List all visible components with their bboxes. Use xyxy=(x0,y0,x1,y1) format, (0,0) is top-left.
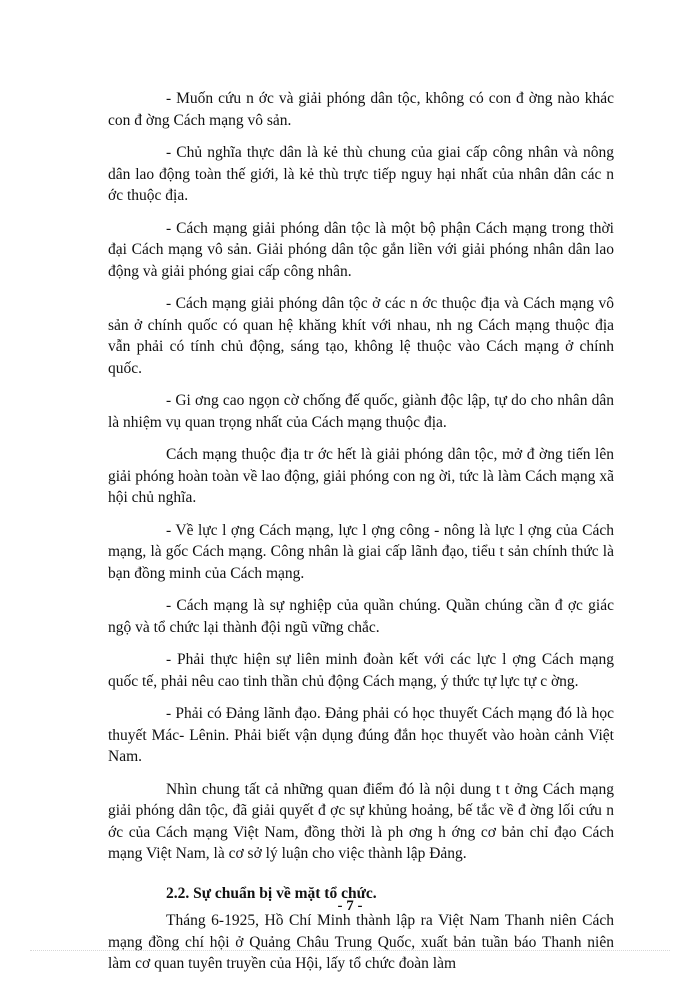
paragraph-11: Nhìn chung tất cả những quan điểm đó là nội dung t t ởng Cách mạng giải phóng dân tộc, đã giải quyết đ ợc sự khủng hoảng, bế tắc về đ ờng lối cứu n ớc của Cách mạng Việt Nam, đồng thời là ph ơng h ớng cơ bản chỉ đạo Cách mạng Việt Nam, là cơ sở lý luận cho việc thành lập Đảng. xyxy=(108,780,614,862)
closing-paragraph: Tháng 6-1925, Hồ Chí Minh thành lập ra Việt Nam Thanh niên Cách mạng đồng chí hội ở Quảng Châu Trung Quốc, xuất bản tuần báo Thanh niên làm cơ quan tuyên truyền của Hội, lấy tổ chức đoàn làm xyxy=(108,912,614,972)
page-body xyxy=(108,88,614,986)
paragraph-8: - Cách mạng là sự nghiệp của quần chúng. Quần chúng cần đ ợc giác ngộ và tổ chức lại thành đội ngũ vững chắc. xyxy=(108,597,614,636)
section-heading: 2.2. Sự chuẩn bị về mặt tổ chức. xyxy=(166,884,377,902)
footer-divider xyxy=(30,950,670,951)
page-number: - 7 - xyxy=(337,898,363,914)
paragraph-4: - Cách mạng giải phóng dân tộc ở các n ớc thuộc địa và Cách mạng vô sản ở chính quốc có quan hệ khăng khít với nhau, nh ng Cách mạng thuộc địa vẫn phải có tính chủ động, sáng tạo, không lệ thuộc vào Cách mạng ở chính quốc. xyxy=(108,295,614,377)
paragraph-10: - Phải có Đảng lãnh đạo. Đảng phải có học thuyết Cách mạng đó là học thuyết Mác- Lênin. Phải biết vận dụng đúng đắn học thuyết vào hoàn cảnh Việt Nam. xyxy=(108,705,614,765)
paragraph-1: - Muốn cứu n ớc và giải phóng dân tộc, không có con đ ờng nào khác con đ ờng Cách mạng vô sản. xyxy=(108,90,614,129)
paragraph-6: Cách mạng thuộc địa tr ớc hết là giải phóng dân tộc, mở đ ờng tiến lên giải phóng hoàn toàn về lao động, giải phóng con ng ời, tức là làm Cách mạng xã hội chủ nghĩa. xyxy=(108,446,614,506)
paragraph-5: - Gi ơng cao ngọn cờ chống đế quốc, giành độc lập, tự do cho nhân dân là nhiệm vụ quan trọng nhất của Cách mạng thuộc địa. xyxy=(108,392,614,431)
paragraph-3: - Cách mạng giải phóng dân tộc là một bộ phận Cách mạng trong thời đại Cách mạng vô sản. Giải phóng dân tộc gắn liền với giải phóng nhân dân lao động và giải phóng giai cấp công nhân. xyxy=(108,219,614,280)
paragraph-9: - Phải thực hiện sự liên minh đoàn kết với các lực l ợng Cách mạng quốc tế, phải nêu cao tinh thần chủ động Cách mạng, ý thức tự lực tự c ờng. xyxy=(108,651,614,690)
paragraph-2: - Chủ nghĩa thực dân là kẻ thù chung của giai cấp công nhân và nông dân lao động toàn thế giới, là kẻ thù trực tiếp nguy hại nhất của nhân dân các n ớc thuộc địa. xyxy=(108,144,614,204)
paragraph-7: - Về lực l ợng Cách mạng, lực l ợng công - nông là lực l ợng của Cách mạng, là gốc Cách mạng. Công nhân là giai cấp lãnh đạo, tiểu t sản chính thức là bạn đồng minh của Cách mạng. xyxy=(108,521,614,582)
